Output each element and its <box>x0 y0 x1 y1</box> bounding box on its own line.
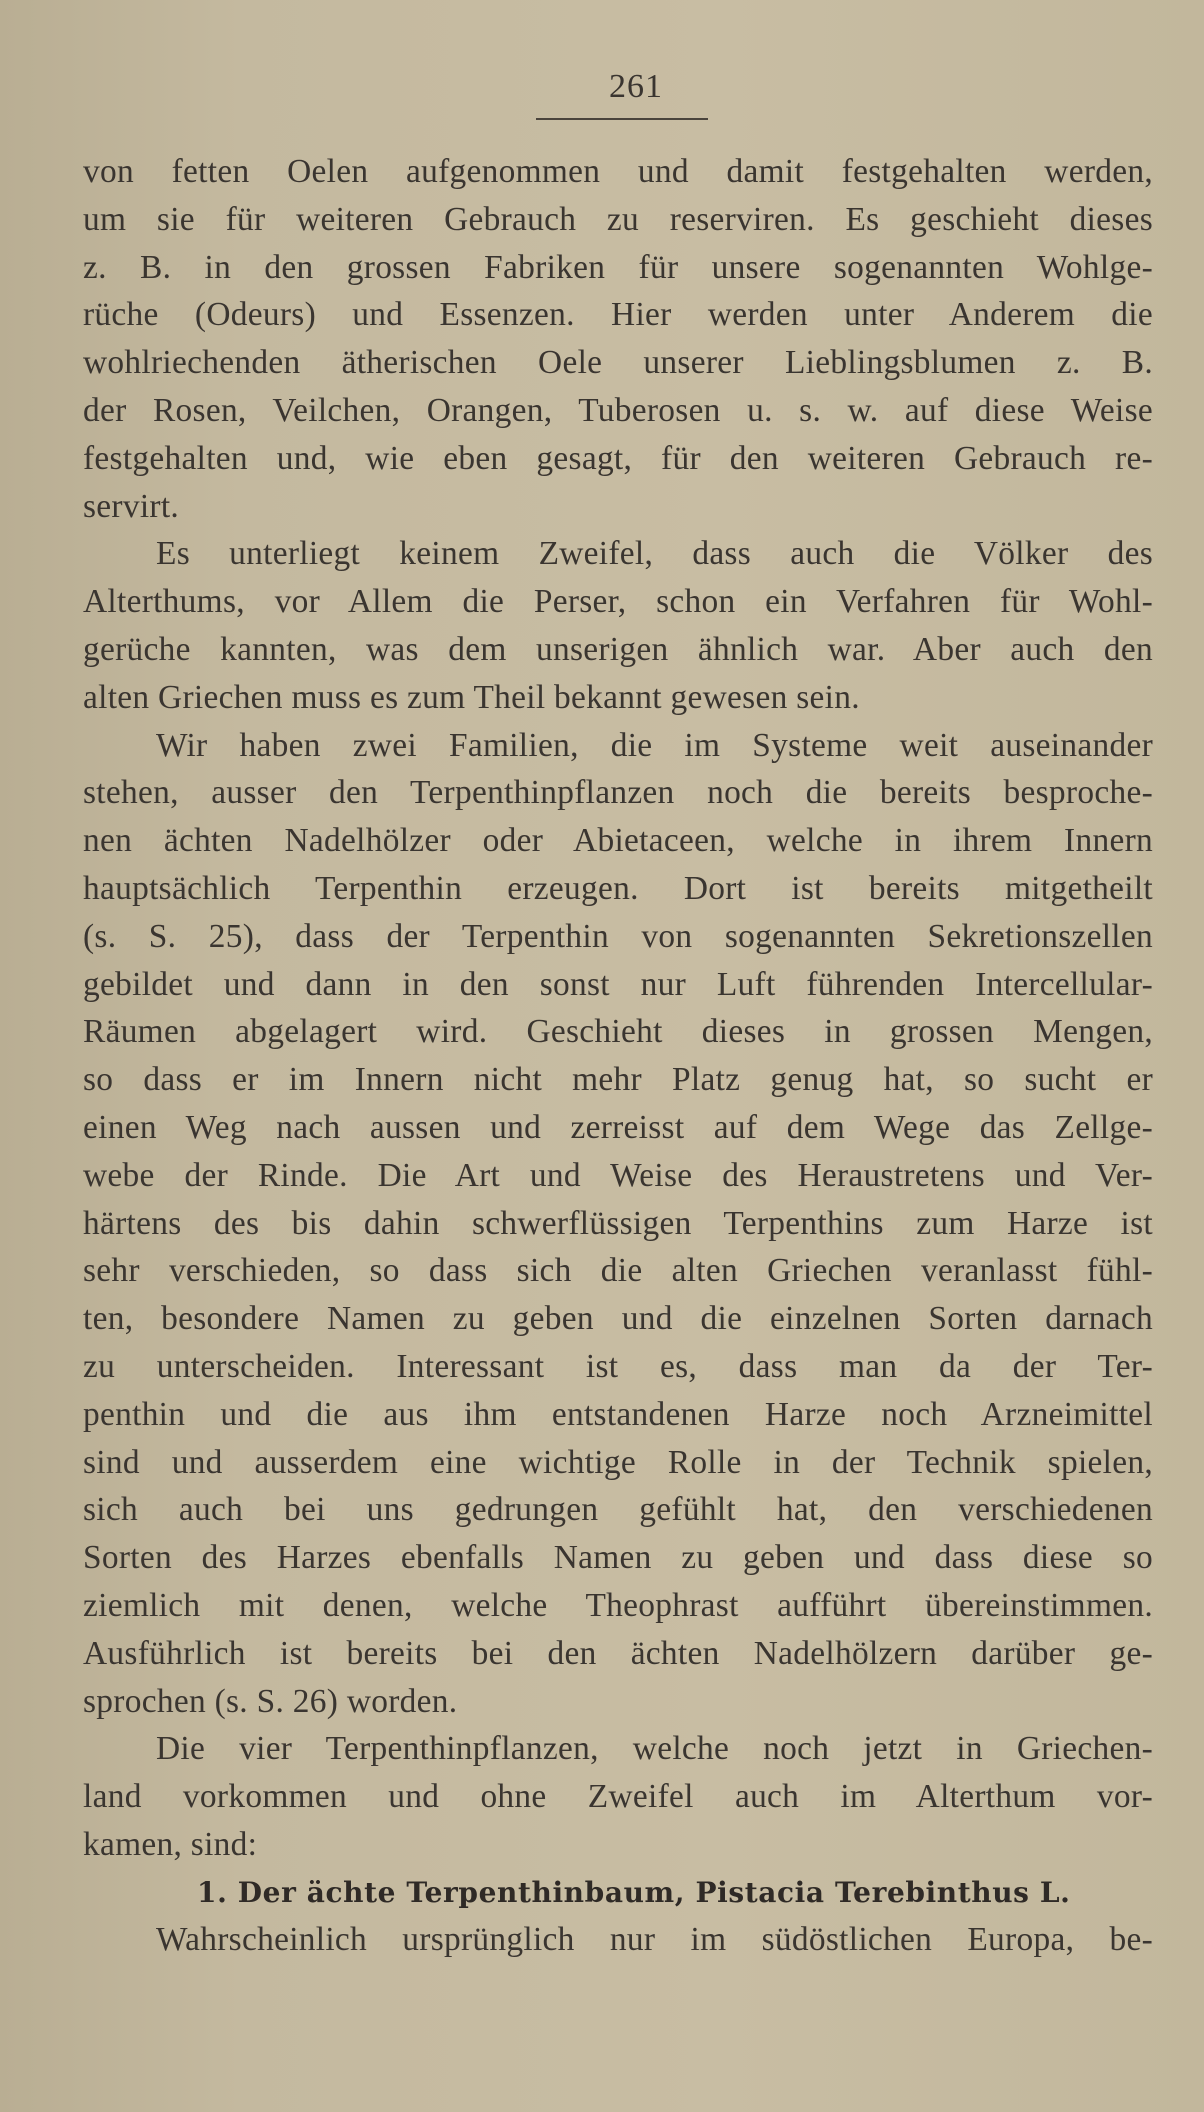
text-line: nen ächten Nadelhölzer oder Abietaceen, welche in ihrem Innern <box>83 822 1153 860</box>
text-line: der Rosen, Veilchen, Orangen, Tuberosen u. s. w. auf diese Weise <box>83 391 1153 429</box>
text-line: sehr verschieden, so dass sich die alten Griechen veranlasst fühl- <box>83 1252 1153 1290</box>
text-line: einen Weg nach aussen und zerreisst auf dem Wege das Zellge- <box>83 1108 1153 1146</box>
text-line: sich auch bei uns gedrungen gefühlt hat, den verschiedenen <box>83 1491 1153 1529</box>
text-line: so dass er im Innern nicht mehr Platz genug hat, so sucht er <box>83 1061 1153 1099</box>
text-line: z. B. in den grossen Fabriken für unsere sogenannten Wohlge- <box>83 248 1153 286</box>
text-line: Alterthums, vor Allem die Perser, schon ein Verfahren für Wohl- <box>83 583 1153 621</box>
paragraph-lines <box>83 148 1153 1869</box>
text-line: Ausführlich ist bereits bei den ächten Nadelhölzern darüber ge- <box>83 1634 1153 1672</box>
text-line: Sorten des Harzes ebenfalls Namen zu geben und dass diese so <box>83 1539 1153 1577</box>
text-line: Räumen abgelagert wird. Geschieht dieses in grossen Mengen, <box>83 1013 1153 1051</box>
text-line: um sie für weiteren Gebrauch zu reserviren. Es geschieht dieses <box>83 200 1153 238</box>
section-heading: 1. Der ächte Terpenthinbaum, Pistacia Terebinthus L. <box>197 1875 1071 1909</box>
text-line: von fetten Oelen aufgenommen und damit festgehalten werden, <box>83 153 1153 190</box>
text-line: hauptsächlich Terpenthin erzeugen. Dort ist bereits mitgetheilt <box>83 869 1153 907</box>
text-line: zu unterscheiden. Interessant ist es, dass man da der Ter- <box>83 1347 1153 1385</box>
text-line: kamen, sind: <box>83 1825 258 1863</box>
text-line: (s. S. 25), dass der Terpenthin von sogenannten Sekretionszellen <box>83 917 1153 955</box>
text-line: Es unterliegt keinem Zweifel, dass auch die Völker des <box>156 535 1153 573</box>
text-line: Wir haben zwei Familien, die im Systeme weit auseinander <box>156 726 1153 764</box>
text-line: festgehalten und, wie eben gesagt, für den weiteren Gebrauch re- <box>83 439 1153 477</box>
text-line: sind und ausserdem eine wichtige Rolle in der Technik spielen, <box>83 1443 1153 1481</box>
text-line: gebildet und dann in den sonst nur Luft führenden Intercellular- <box>83 965 1153 1003</box>
text-line: stehen, ausser den Terpenthinpflanzen noch die bereits besproche- <box>83 774 1153 812</box>
body-text <box>83 148 1153 1964</box>
text-line: servirt. <box>83 487 180 525</box>
text-line: sprochen (s. S. 26) worden. <box>83 1682 458 1720</box>
text-line: ziemlich mit denen, welche Theophrast aufführt übereinstimmen. <box>83 1586 1153 1624</box>
text-line: wohlriechenden ätherischen Oele unserer Lieblingsblumen z. B. <box>83 344 1153 382</box>
text-line: alten Griechen muss es zum Theil bekannt gewesen sein. <box>83 678 860 716</box>
text-line: gerüche kannten, was dem unserigen ähnlich war. Aber auch den <box>83 630 1153 668</box>
text-line: webe der Rinde. Die Art und Weise des Heraustretens und Ver- <box>83 1156 1153 1194</box>
text-line: rüche (Odeurs) und Essenzen. Hier werden unter Anderem die <box>83 296 1153 334</box>
text-line: land vorkommen und ohne Zweifel auch im Alterthum vor- <box>83 1778 1153 1816</box>
text-line: penthin und die aus ihm entstandenen Harze noch Arzneimittel <box>83 1395 1153 1433</box>
text-line: Die vier Terpenthinpflanzen, welche noch jetzt in Griechen- <box>156 1730 1153 1768</box>
header-rule <box>536 118 708 120</box>
text-line: härtens des bis dahin schwerflüssigen Terpenthins zum Harze ist <box>83 1204 1153 1242</box>
text-line-final: Wahrscheinlich ursprünglich nur im südöstlichen Europa, be- <box>156 1921 1153 1959</box>
text-line: ten, besondere Namen zu geben und die einzelnen Sorten darnach <box>83 1300 1153 1338</box>
page-number: 261 <box>609 68 663 105</box>
